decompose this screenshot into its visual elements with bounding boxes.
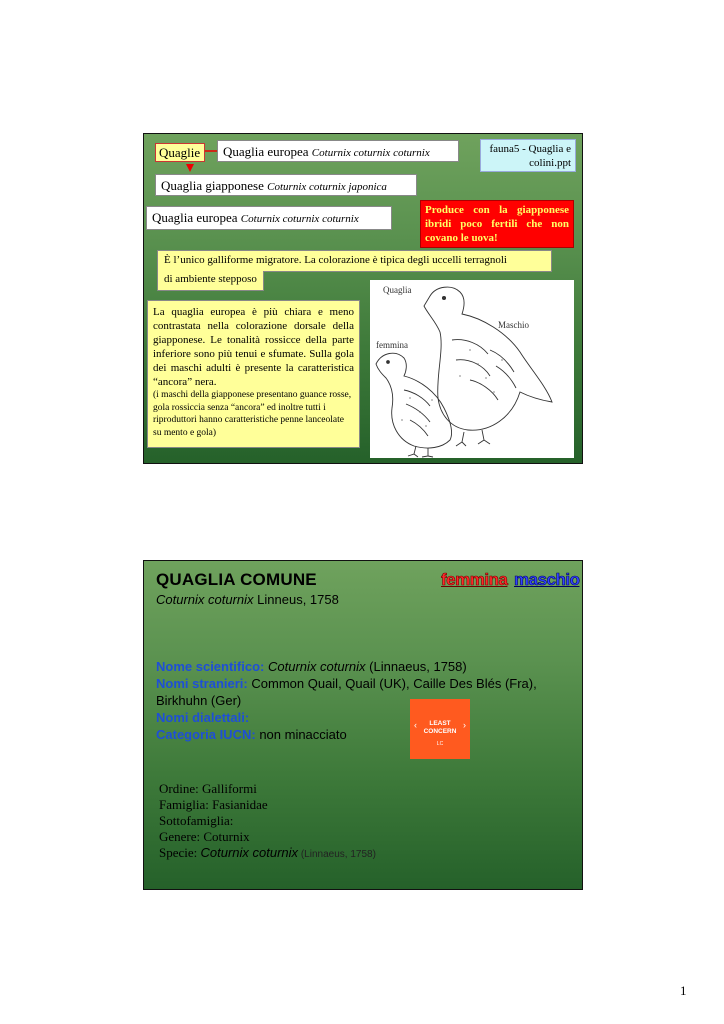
nome-scientifico-label: Nome scientifico: xyxy=(156,659,265,674)
quaglia-europea-name: Quaglia europea xyxy=(223,144,309,159)
genere: Genere: Coturnix xyxy=(159,829,250,844)
description-note: (i maschi della giapponese presentano guance rosse, gola rossiccia senza “ancora” ed inoltre tutti i riproduttori hanno caratteristiche penne lanceolate su mento e gola) xyxy=(153,390,352,438)
species-info xyxy=(156,658,566,743)
nome-scientifico-author: (Linnaeus, 1758) xyxy=(365,659,467,674)
femmina-link[interactable]: femmina xyxy=(441,570,508,589)
nomi-dialettali-label: Nomi dialettali: xyxy=(156,710,250,725)
description-main: La quaglia europea è più chiara e meno contrastata nella colorazione dorsale della giapponese. Le tonalità rossicce della parte inferiore sono più tenui e sfumate. Sulla gola dei maschi adulti è presente la caratteristica “ancora” nera. xyxy=(153,306,354,388)
nomi-dialettali-row xyxy=(156,709,566,726)
slide-quaglia-comune xyxy=(143,560,583,890)
comparison-description xyxy=(147,300,360,448)
subtitle-author: Linneus, 1758 xyxy=(253,592,339,607)
chevron-left-icon: ‹ xyxy=(414,720,417,730)
specie-label: Specie: xyxy=(159,845,201,860)
quaglia-giapponese-name: Quaglia giapponese xyxy=(161,178,264,193)
specie-value: Coturnix coturnix xyxy=(200,845,299,860)
famiglia: Famiglia: Fasianidae xyxy=(159,797,268,812)
migratore-text-line1: È l’unico galliforme migratore. La colorazione è tipica degli uccelli terragnoli xyxy=(157,250,552,272)
iucn-line1: LEAST xyxy=(429,720,451,727)
categoria-iucn-value: non minacciato xyxy=(259,727,347,742)
ordine: Ordine: Galliformi xyxy=(159,781,257,796)
maschio-link[interactable]: maschio xyxy=(514,570,580,589)
file-reference-label: fauna5 - Quaglia e colini.ppt xyxy=(480,139,576,172)
quaglia-giapponese-box xyxy=(155,174,417,196)
arrow-down-icon xyxy=(185,162,195,174)
page-number: 1 xyxy=(680,983,687,998)
slide-title: QUAGLIA COMUNE xyxy=(156,570,317,589)
specie-author: (Linnaeus, 1758) xyxy=(298,849,376,860)
specie-row xyxy=(159,845,376,863)
nomi-stranieri-label: Nomi stranieri: xyxy=(156,676,248,691)
quail-drawing-icon xyxy=(370,280,574,458)
quail-illustration xyxy=(370,280,574,458)
nome-scientifico-row xyxy=(156,658,566,675)
quaglia-europea-box-2 xyxy=(146,206,392,230)
categoria-iucn-row xyxy=(156,726,566,743)
quaglia-europea-scientific-2: Coturnix coturnix coturnix xyxy=(240,213,359,225)
nomi-stranieri-row xyxy=(156,675,566,709)
quaglia-europea-scientific: Coturnix coturnix coturnix xyxy=(311,147,430,159)
nomi-stranieri-value: Common Quail, Quail (UK), Caille Des Blés (Fra), Birkhuhn (Ger) xyxy=(156,676,537,708)
iucn-code: LC xyxy=(436,741,444,747)
quaglia-europea-box xyxy=(217,140,459,162)
label-maschio: Maschio xyxy=(498,320,529,330)
quaglie-label: Quaglie xyxy=(155,143,205,162)
label-femmina: femmina xyxy=(376,340,408,350)
iucn-line2: CONCERN xyxy=(423,728,457,735)
taxonomy-block xyxy=(159,781,376,863)
label-quaglia: Quaglia xyxy=(383,285,412,295)
nome-scientifico-value: Coturnix coturnix xyxy=(267,659,366,674)
slide-subtitle xyxy=(156,592,339,607)
iucn-least-concern-badge xyxy=(410,699,470,759)
hybrid-warning-note: Produce con la giapponese ibridi poco fertili che non covano le uova! xyxy=(420,200,574,248)
migratore-text-line2: di ambiente stepposo xyxy=(157,271,264,291)
quaglia-giapponese-scientific: Coturnix coturnix japonica xyxy=(267,181,387,193)
quaglia-europea-name-2: Quaglia europea xyxy=(152,210,238,225)
slide-quaglie-overview xyxy=(143,133,583,464)
categoria-iucn-label: Categoria IUCN: xyxy=(156,727,256,742)
chevron-right-icon: › xyxy=(463,720,466,730)
sottofamiglia: Sottofamiglia: xyxy=(159,813,234,828)
subtitle-species: Coturnix coturnix xyxy=(156,592,254,607)
